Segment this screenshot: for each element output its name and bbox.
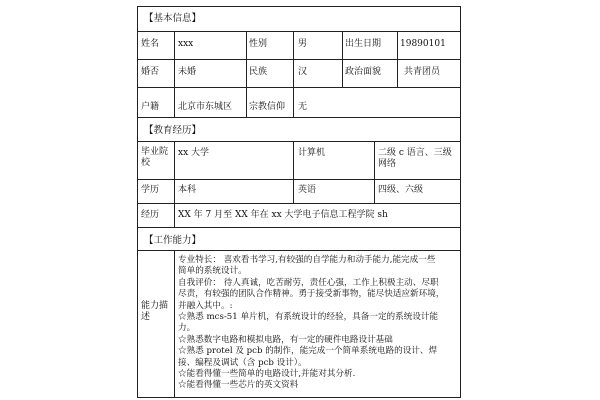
history-value: XX 年 7 月至 XX 年在 xx 大学电子信息工程学院 sh bbox=[178, 210, 388, 220]
major-value: 计算机 bbox=[298, 148, 326, 158]
ability-line: 力。 bbox=[178, 323, 196, 334]
religion-label: 宗教信仰 bbox=[249, 102, 286, 112]
ability-line: 接、编程及调试（含 pcb 设计）。 bbox=[178, 357, 307, 368]
language-value: 英语 bbox=[298, 185, 317, 195]
section-title-basic: 【基本信息】 bbox=[144, 13, 202, 24]
divider bbox=[138, 31, 460, 32]
school-label: 毕业院校 bbox=[141, 147, 169, 168]
ability-label: 能力描述 bbox=[141, 301, 169, 322]
certificate-value: 二级 c 语言、三级网络 bbox=[378, 148, 452, 169]
name-label: 姓名 bbox=[141, 39, 160, 49]
ability-line: 并融入其中。: bbox=[178, 300, 233, 311]
ethnicity-value: 汉 bbox=[298, 67, 308, 77]
hukou-label: 户籍 bbox=[141, 102, 160, 112]
gender-value: 男 bbox=[298, 39, 308, 49]
marital-label: 婚否 bbox=[141, 67, 160, 77]
resume-table bbox=[137, 6, 461, 398]
ability-line: ☆熟悉 mcs-51 单片机，有系统设计的经验，具备一定的系统设计能 bbox=[178, 312, 439, 323]
language-level: 四级、六级 bbox=[378, 185, 424, 195]
degree-label: 学历 bbox=[141, 185, 160, 195]
ethnicity-label: 民族 bbox=[249, 67, 268, 77]
political-value: 共青团员 bbox=[404, 67, 441, 77]
ability-line: 专业特长： 喜欢看书学习,有较强的自学能力和动手能力,能完成一些 bbox=[178, 255, 436, 265]
school-value: xx 大学 bbox=[178, 148, 210, 158]
hukou-value: 北京市东城区 bbox=[178, 102, 233, 112]
ability-line: 简单的系统设计。 bbox=[178, 266, 247, 277]
ability-line: ☆熟悉 protel 及 pcb 的制作，能完成一个简单系统电路的设计、焊 bbox=[178, 346, 438, 357]
degree-value: 本科 bbox=[178, 185, 197, 195]
ability-line: ☆能看得懂一些简单的电路设计,并能对其分析. bbox=[178, 369, 356, 380]
gender-label: 性别 bbox=[249, 39, 268, 49]
birth-value: 19890101 bbox=[400, 39, 446, 49]
ability-line: 尽责，有较强的团队合作精神。勇于接受新事物，能尽快适应新环境， bbox=[178, 289, 445, 300]
name-value: xxx bbox=[178, 39, 194, 49]
political-label: 政治面貌 bbox=[345, 67, 382, 77]
religion-value: 无 bbox=[298, 102, 308, 112]
section-title-work: 【工作能力】 bbox=[144, 235, 202, 246]
ability-line: 自我评价： 待人真诚，吃苦耐劳，责任心强，工作上积极主动、尽职 bbox=[178, 277, 439, 288]
birth-label: 出生日期 bbox=[345, 39, 382, 49]
ability-lines bbox=[178, 255, 444, 392]
section-title-education: 【教育经历】 bbox=[144, 125, 202, 136]
ability-line: ☆能看得懂一些芯片的英文资料 bbox=[178, 380, 299, 391]
ability-line: ☆熟悉数字电路和模拟电路，有一定的硬件电路设计基础 bbox=[178, 334, 393, 345]
marital-value: 未婚 bbox=[178, 67, 197, 77]
history-label: 经历 bbox=[141, 210, 160, 220]
